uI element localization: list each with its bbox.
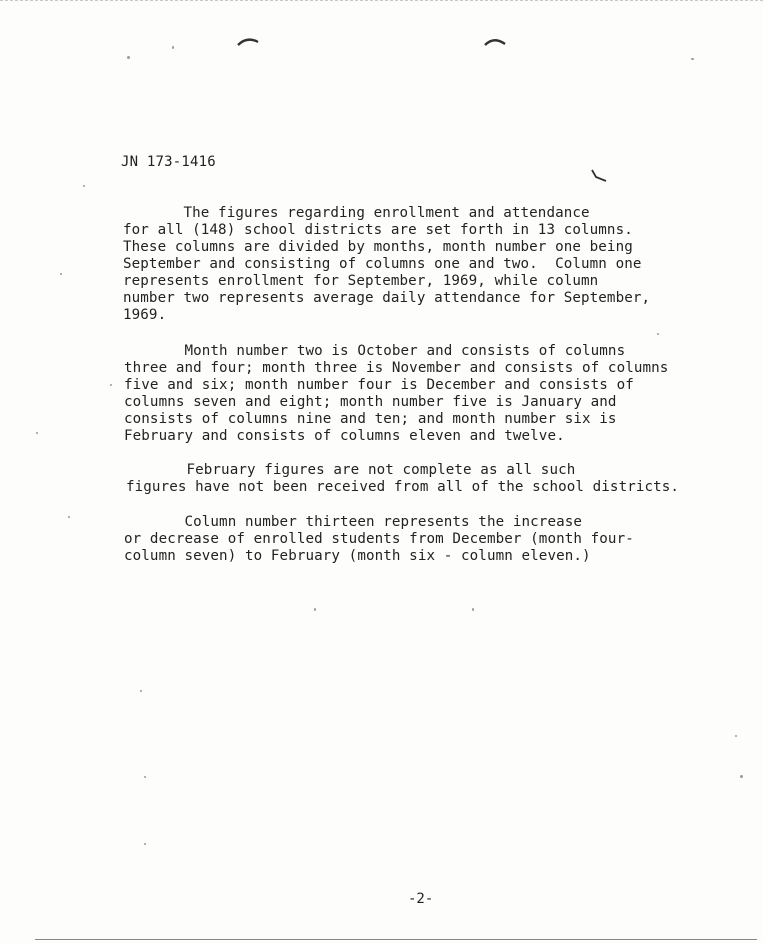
paragraph-february-incomplete: February figures are not complete as all such figures have not been received from all of the school districts. (126, 462, 680, 495)
scan-speck (472, 608, 474, 611)
paragraph-column-thirteen: Column number thirteen represents the increase or decrease of enrolled students from December (month four- column seven) to February (month six - column eleven.) (124, 514, 634, 564)
binding-hole-mark-right (484, 36, 506, 48)
scan-speck (68, 516, 70, 518)
scan-speck (691, 58, 694, 60)
document-id: JN 173-1416 (121, 154, 216, 170)
pen-tick-mark (590, 168, 608, 182)
scan-speck (83, 185, 85, 187)
scan-speck (127, 56, 130, 59)
scan-speck (172, 46, 174, 49)
scan-speck (144, 776, 146, 778)
scan-speck (314, 608, 316, 611)
scan-speck (36, 432, 38, 434)
binding-hole-mark-left (237, 36, 259, 48)
scan-speck (657, 333, 659, 335)
paragraph-month-columns: Month number two is October and consists of columns three and four; month three is November and consists of columns five and six; month number four is December and consists of columns seven and eight; month number five is January and consists of columns nine and ten; and month number six is February and consists of columns eleven and twelve. (124, 343, 669, 444)
page-number: -2- (408, 891, 434, 907)
scan-speck (60, 273, 62, 275)
scan-speck (140, 690, 142, 692)
scan-speck (144, 843, 146, 845)
paragraph-enrollment-columns: The figures regarding enrollment and attendance for all (148) school districts are set forth in 13 columns. These columns are divided by months, month number one being September and consisting of columns one and two. Column one represents enrollment for September, 1969, while column number two represents average daily attendance for September, 1969. (123, 205, 651, 323)
scan-speck (110, 384, 112, 386)
top-edge-rule (0, 0, 763, 1)
bottom-edge-rule (35, 939, 757, 940)
scan-speck (735, 735, 737, 737)
scan-speck (740, 775, 743, 778)
